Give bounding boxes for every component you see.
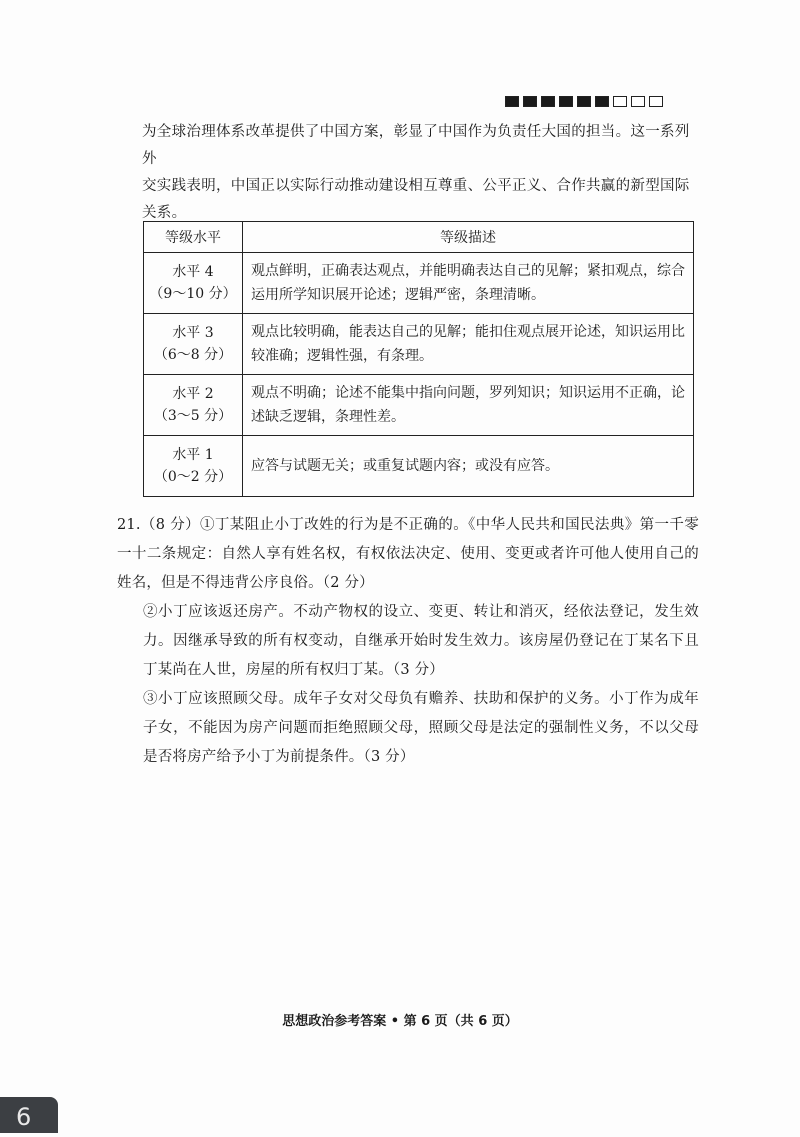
level-cell [144, 436, 243, 497]
table-row [144, 253, 694, 314]
progress-square-empty [649, 96, 663, 107]
progress-square-filled [595, 96, 609, 107]
intro-paragraph [142, 119, 698, 227]
level-cell [144, 375, 243, 436]
level-score: （3～5 分） [153, 408, 233, 424]
progress-square-filled [505, 96, 519, 107]
question-21-part-1 [117, 511, 699, 598]
level-name: 水平 4 [172, 264, 214, 280]
level-cell [144, 314, 243, 375]
page-footer: 思想政治参考答案 • 第 6 页（共 6 页） [282, 1014, 518, 1029]
intro-line-1: 为全球治理体系改革提供了中国方案，彰显了中国作为负责任大国的担当。这一系列外 [142, 124, 690, 167]
table-row [144, 314, 694, 375]
question-number: 21. [117, 517, 141, 533]
progress-square-filled [541, 96, 555, 107]
level-description: 观点不明确；论述不能集中指向问题，罗列知识；知识运用不正确，论述缺乏逻辑，条理性差。 [243, 375, 694, 436]
level-score: （0～2 分） [153, 469, 233, 485]
progress-squares [505, 96, 663, 107]
intro-line-2: 交实践表明，中国正以实际行动推动建设相互尊重、公平正义、合作共赢的新型国际 [142, 178, 690, 194]
level-name: 水平 1 [172, 447, 214, 463]
table-row [144, 436, 694, 497]
progress-square-empty [613, 96, 627, 107]
question-points: （8 分） [140, 517, 200, 533]
level-description: 观点鲜明，正确表达观点，并能明确表达自己的见解；紧扣观点，综合运用所学知识展开论述；逻辑严密，条理清晰。 [243, 253, 694, 314]
progress-square-filled [559, 96, 573, 107]
page-number-tab[interactable]: 6 [0, 1097, 58, 1133]
level-description: 应答与试题无关；或重复试题内容；或没有应答。 [243, 436, 694, 497]
header-level: 等级水平 [144, 222, 243, 253]
level-name: 水平 3 [172, 325, 214, 341]
level-cell [144, 253, 243, 314]
level-name: 水平 2 [172, 386, 214, 402]
level-description: 观点比较明确，能表达自己的见解；能扣住观点展开论述，知识运用比较准确；逻辑性强，有条理。 [243, 314, 694, 375]
question-21-answer [117, 511, 699, 772]
grading-table [143, 221, 694, 497]
level-score: （6～8 分） [153, 347, 233, 363]
progress-square-empty [631, 96, 645, 107]
answer-point-1: ①丁某阻止小丁改姓的行为是不正确的。《中华人民共和国民法典》第一千零一十二条规定：自然人享有姓名权，有权依法决定、使用、变更或者许可他人使用自己的姓名，但是不得违背公序良俗。（2 分） [117, 517, 700, 591]
table-row [144, 375, 694, 436]
progress-square-filled [577, 96, 591, 107]
answer-point-3: ③小丁应该照顾父母。成年子女对父母负有赡养、扶助和保护的义务。小丁作为成年子女，不能因为房产问题而拒绝照顾父母，照顾父母是法定的强制性义务，不以父母是否将房产给予小丁为前提条件。（3 分） [143, 691, 699, 765]
table-header-row [144, 222, 694, 253]
intro-line-3: 关系。 [142, 205, 187, 221]
progress-square-filled [523, 96, 537, 107]
level-score: （9～10 分） [149, 286, 237, 302]
header-description: 等级描述 [243, 222, 694, 253]
answer-point-2: ②小丁应该返还房产。不动产物权的设立、变更、转让和消灭，经依法登记，发生效力。因继承导致的所有权变动，自继承开始时发生效力。该房屋仍登记在丁某名下且丁某尚在人世，房屋的所有权归丁某。（3 分） [143, 604, 699, 678]
